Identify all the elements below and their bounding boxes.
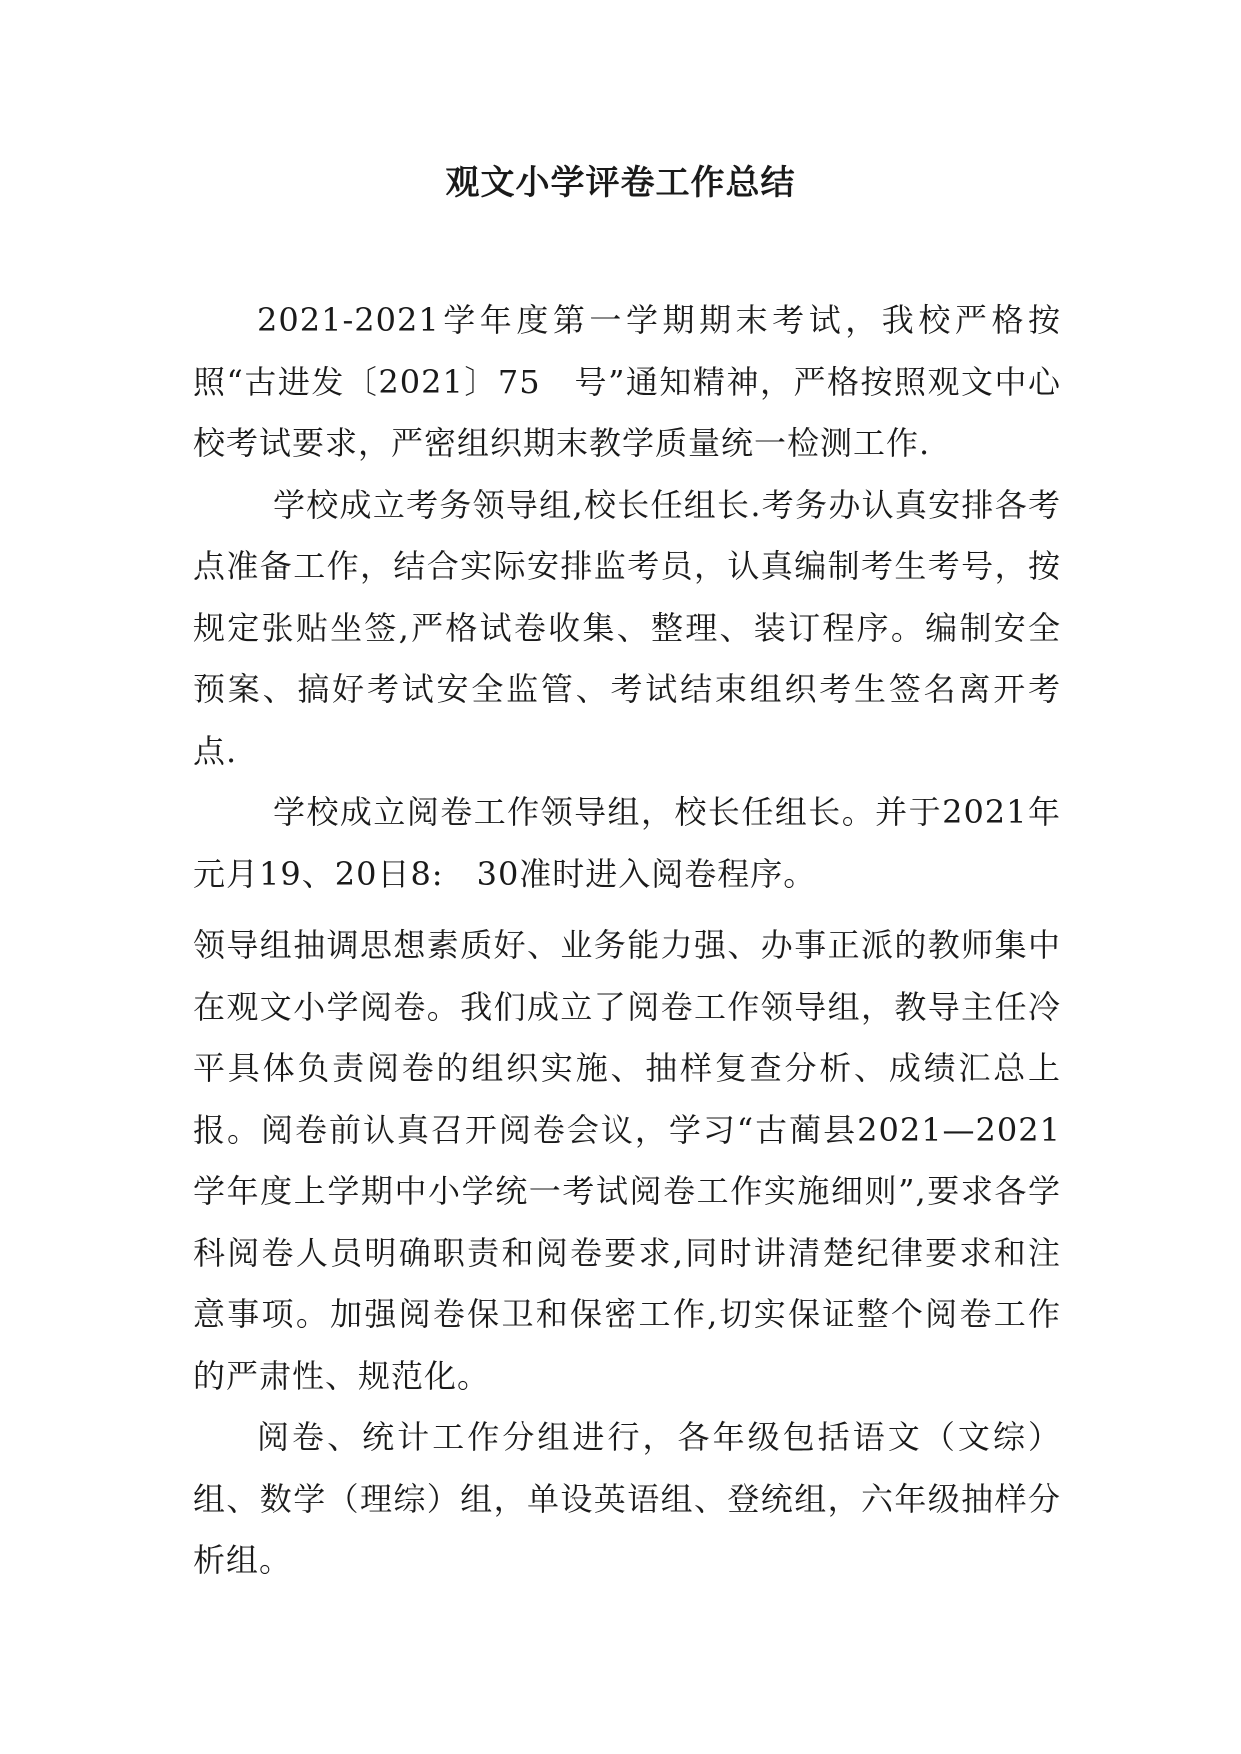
paragraph-exam-overview: 2021-2021学年度第一学期期末考试，我校严格按照“古进发〔2021〕75 号”通知精神，严格按照观文中心校考试要求，严密组织期末教学质量统一检测工作. xyxy=(193,301,1061,462)
document-title: 观文小学评卷工作总结 xyxy=(445,163,796,203)
paragraph-marking-group: 学校成立阅卷工作领导组，校长任组长。并于2021年元月19、20日8: 30准时进入阅卷程序。 xyxy=(193,793,1061,893)
paragraph-marking-groups: 阅卷、统计工作分组进行，各年级包括语文（文综）组、数学（理综）组，单设英语组、登统组，六年级抽样分析组。 xyxy=(193,1418,1061,1579)
paragraph-exam-affairs: 学校成立考务领导组,校长任组长.考务办认真安排各考点准备工作，结合实际安排监考员，认真编制考生考号，按规定张贴坐签,严格试卷收集、整理、装订程序。编制安全预案、搞好考试安全监管、考试结束组织考生签名离开考点. xyxy=(193,485,1061,770)
document-body xyxy=(193,290,1061,1592)
paragraph-marking-organization: 领导组抽调思想素质好、业务能力强、办事正派的教师集中在观文小学阅卷。我们成立了阅卷工作领导组，教导主任冷平具体负责阅卷的组织实施、抽样复查分析、成绩汇总上报。阅卷前认真召开阅卷会议，学习“古蔺县2021—2021学年度上学期中小学统一考试阅卷工作实施细则”,要求各学科阅卷人员明确职责和阅卷要求,同时讲清楚纪律要求和注意事项。加强阅卷保卫和保密工作,切实保证整个阅卷工作的严肃性、规范化。 xyxy=(193,926,1061,1395)
